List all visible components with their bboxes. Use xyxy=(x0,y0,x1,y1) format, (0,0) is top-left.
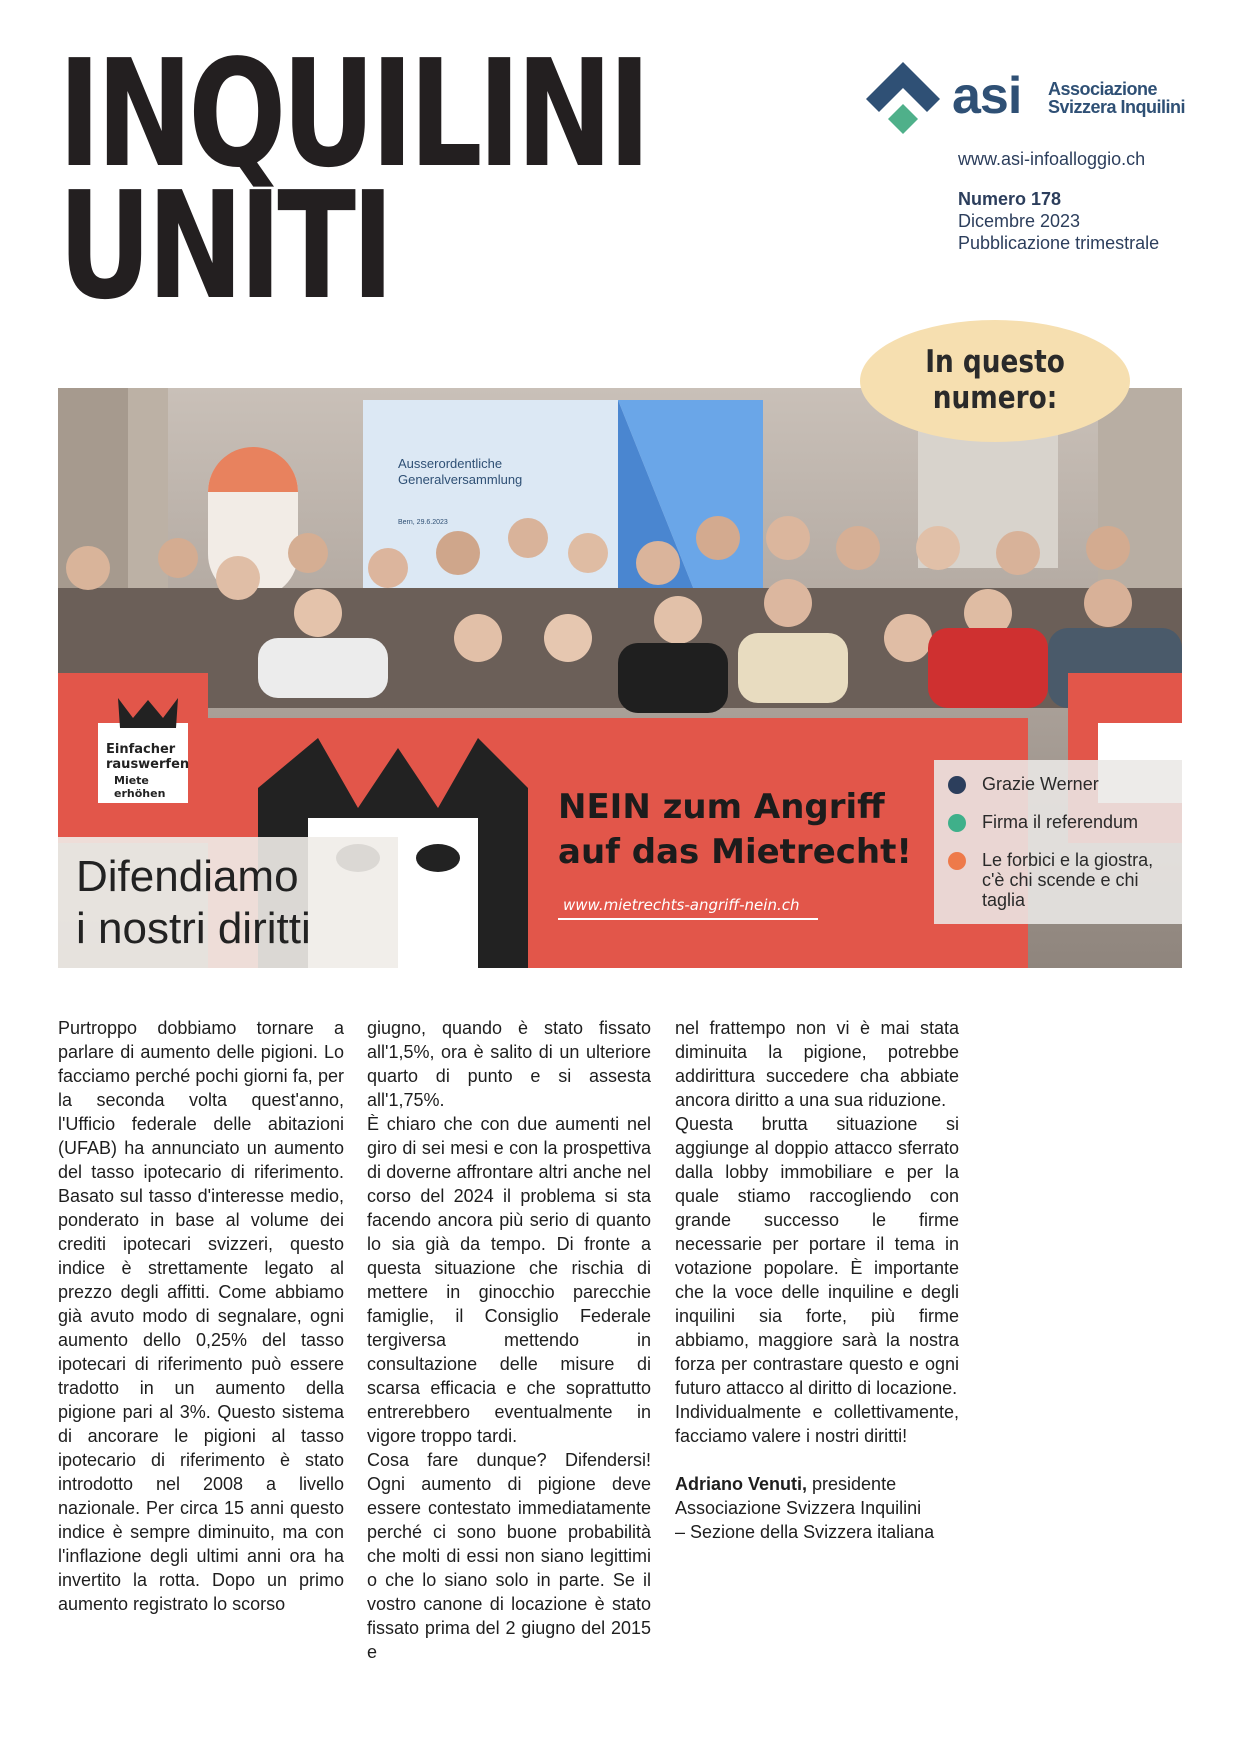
table-of-contents xyxy=(934,760,1182,924)
article-paragraph: giugno, quando è stato fissato all'1,5%, ora è salito di un ulteriore quarto di punto e si assesta all'1,75%. xyxy=(367,1018,651,1110)
orange-dot-icon xyxy=(948,852,966,870)
screen-title-2: Generalversammlung xyxy=(398,472,523,487)
projection-screen xyxy=(363,400,763,600)
issue-date: Dicembre 2023 xyxy=(958,211,1081,231)
article-column-1 xyxy=(58,1016,344,1616)
toc-item-3[interactable] xyxy=(948,850,1178,910)
article-column-2 xyxy=(367,1016,651,1664)
author-org-1: Associazione Svizzera Inquilini xyxy=(675,1498,922,1518)
article-paragraph: Questa brutta situazione si aggiunge al doppio attacco sferrato dalla lobby immobiliare e per la quale stiamo raccogliendo con grande successo le firme necessarie per portare il tema in votazione popolare. È importante che la voce delle inquiline e degli inquilini sia forte, più firme abbiamo, maggiore sarà la nostra forza per contrastare questo e ogni futuro attacco al diritto di locazione. xyxy=(675,1114,959,1398)
issue-number: Numero 178 xyxy=(958,189,1062,209)
article-column-3 xyxy=(675,1016,959,1544)
banner-url: www.mietrechts-angriff-nein.ch xyxy=(563,896,800,914)
screen-date: Bern, 29.6.2023 xyxy=(398,519,448,526)
blue-dot-icon xyxy=(948,776,966,794)
article-paragraph: Purtroppo dobbiamo tornare a parlare di aumento delle pigioni. Lo facciamo perché pochi giorni fa, per la seconda volta quest'anno, l'Ufficio federale delle abitazioni (UFAB) ha annunciato un aumento del tasso ipotecario di riferimento. Basato sul tasso d'interesse medio, ponderato in base al volume dei crediti ipotecari svizzeri, questo indice è strettamente legato al prezzo degli affitti. Come abbiamo già avuto modo di segnalare, ogni aumento dello 0,25% del tasso ipotecari di riferimento può essere tradotto in un aumento della pigione pari al 3%. Questo sistema di ancorare le pigioni al tasso ipotecario di riferimento è stato introdotto nel 2008 a livello nazionale. Per circa 15 anni questo indice è sempre diminuito, ma con l'inflazione degli ultimi anni ora ha invertito la rotta. Dopo un primo aumento registrato lo scorso xyxy=(58,1018,344,1614)
article-paragraph: Individualmente e collettivamente, facciamo valere i nostri diritti! xyxy=(675,1402,959,1446)
article-paragraph: nel frattempo non vi è mai stata diminuita la pigione, potrebbe addirittura succedere cha abbiate ancora diritto a una sua riduzione. xyxy=(675,1018,959,1110)
toc-label: Firma il referendum xyxy=(982,812,1139,832)
publication-info xyxy=(958,148,1159,254)
green-dot-icon xyxy=(948,814,966,832)
publication-frequency: Pubblicazione trimestrale xyxy=(958,233,1160,253)
in-this-issue-badge xyxy=(860,320,1130,442)
masthead-title xyxy=(58,28,647,332)
badge-title-1: In questo xyxy=(925,344,1065,380)
toc-label: Le forbici e la giostra, c'è chi scende e chi taglia xyxy=(982,850,1154,910)
toc-item-1[interactable] xyxy=(948,774,1099,794)
asi-name-line-1: Associazione xyxy=(1048,79,1158,99)
caption-line-1: Difendiamo xyxy=(76,852,299,901)
asi-wordmark: asi xyxy=(952,67,1022,125)
banner-headline-2: auf das Mietrecht! xyxy=(558,832,912,872)
masthead-line-1: INQUILINI xyxy=(58,28,647,200)
sign-text-4: erhöhen xyxy=(114,787,166,800)
website-link[interactable]: www.asi-infoalloggio.ch xyxy=(958,149,1146,169)
author-name: Adriano Venuti, xyxy=(675,1474,808,1494)
author-signature xyxy=(675,1472,959,1544)
asi-name-line-2: Svizzera Inquilini xyxy=(1048,97,1186,117)
asi-diamond-icon xyxy=(858,60,948,140)
asi-logo[interactable] xyxy=(858,60,1198,140)
author-org-2: – Sezione della Svizzera italiana xyxy=(675,1522,935,1542)
protest-sign-left xyxy=(58,673,208,843)
sign-text-1: Einfacher xyxy=(106,742,176,757)
toc-item-2[interactable] xyxy=(948,812,1138,832)
hero-caption xyxy=(58,837,398,968)
author-role: presidente xyxy=(807,1474,897,1494)
sign-text-2: rauswerfen xyxy=(106,757,190,772)
sign-text-3: Miete xyxy=(114,774,149,787)
asi-full-name xyxy=(1048,80,1185,116)
article-paragraph: Cosa fare dunque? Difendersi! Ogni aumento di pigione deve essere contestato immediatamente perché ci sono buone probabilità che molti di essi non siano legittimi o che lo siano solo in parte. Se il vostro canone di locazione è stato fissato prima del 2 giugno del 2015 e xyxy=(367,1450,651,1662)
screen-title-1: Ausserordentliche xyxy=(398,456,503,471)
badge-title-2: numero: xyxy=(932,380,1058,416)
toc-label: Grazie Werner xyxy=(982,774,1099,794)
banner-headline-1: NEIN zum Angriff xyxy=(558,787,885,827)
masthead-line-2: UNITI xyxy=(58,160,390,332)
article-paragraph: È chiaro che con due aumenti nel giro di sei mesi e con la prospettiva di doverne affrontare altri anche nel corso del 2024 il problema si sta facendo ancora più serio di quanto lo sia già da tempo. Di fronte a questa situazione che rischia di mettere in ginocchio parecchie famiglie, il Consiglio Federale tergiversa mettendo in consultazione delle misure di scarsa efficacia e che soprattutto entrerebbero eventualmente in vigore troppo tardi. xyxy=(367,1114,651,1446)
caption-line-2: i nostri diritti xyxy=(76,904,311,953)
